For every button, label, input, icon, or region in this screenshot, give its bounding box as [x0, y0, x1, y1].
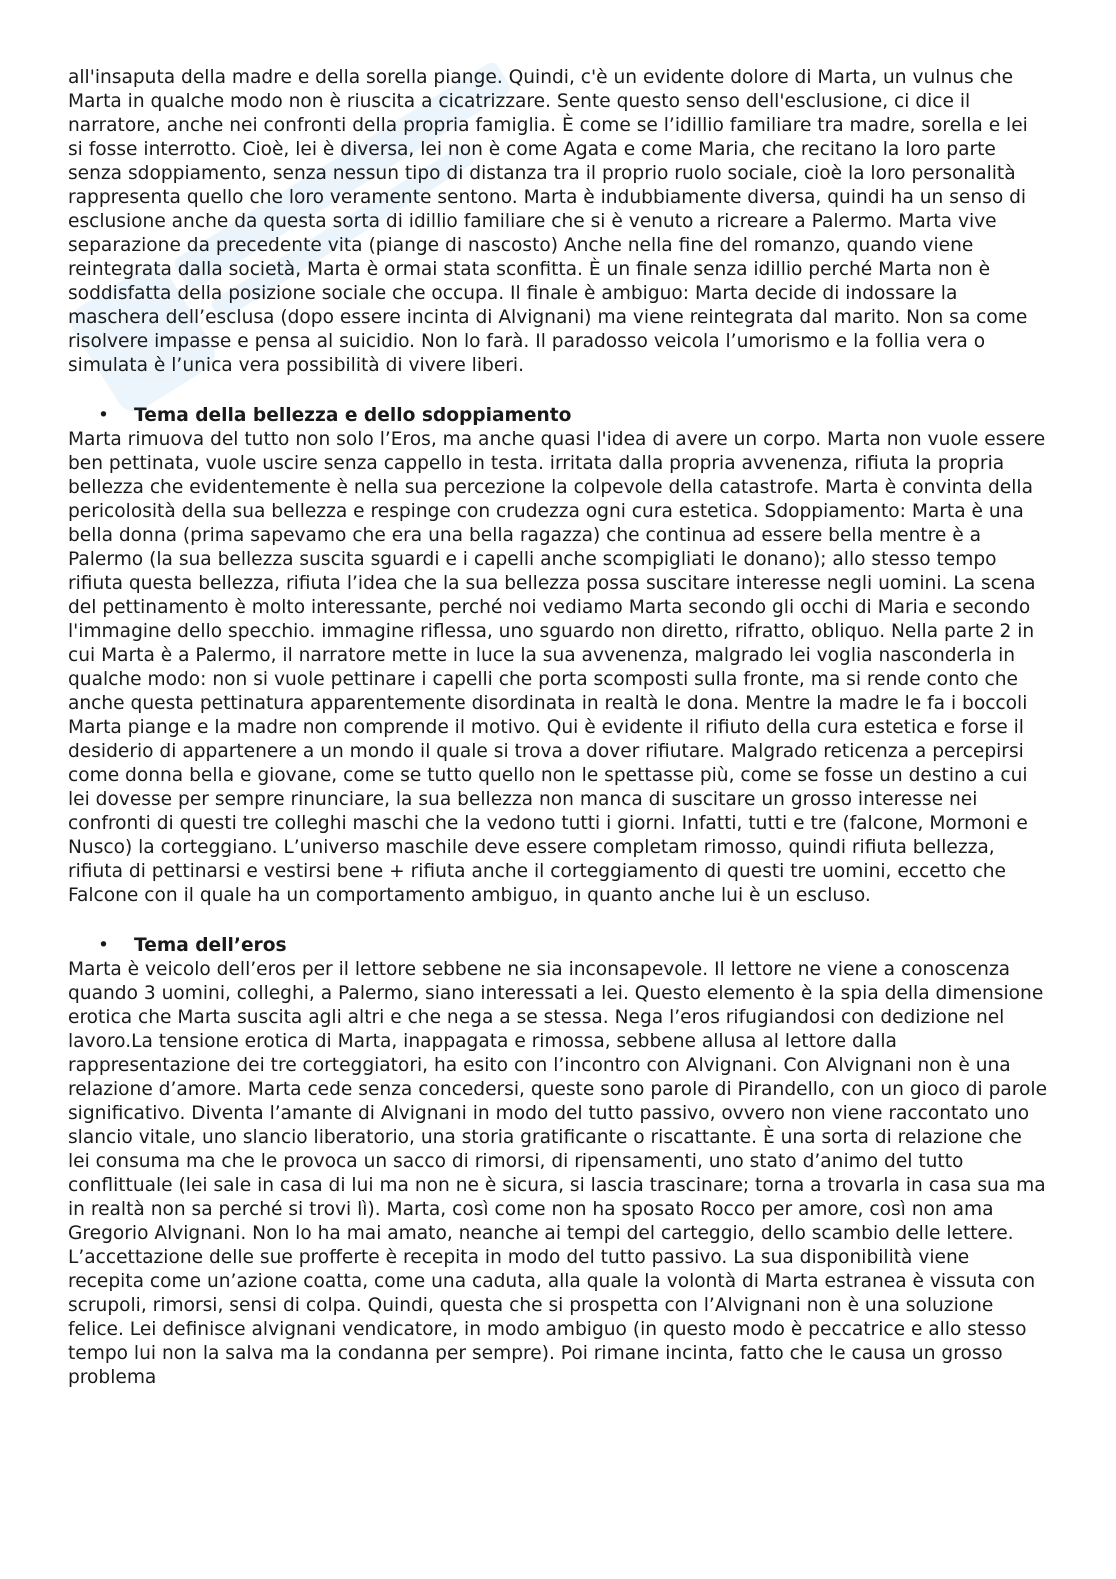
document-page [68, 66, 1048, 1390]
heading-text: Tema dell’eros [134, 935, 287, 956]
heading-text: Tema della bellezza e dello sdoppiamento [134, 405, 572, 426]
bullet-icon: • [98, 405, 109, 426]
paragraph-eros: Marta è veicolo dell’eros per il lettore sebbene ne sia inconsapevole. Il lettore ne viene a conoscenza quando 3 uomini, colleghi, a Palermo, siano interessati a lei. Questo elemento è la spia della dimensione erotica che Marta suscita agli altri e che nega a se stessa. Nega l’eros rifugiandosi con dedizione nel lavoro.La tensione erotica di Marta, inappagata e rimossa, sebbene allusa al lettore dalla rappresentazione dei tre corteggiatori, ha esito con l’incontro con Alvignani. Con Alvignani non è una relazione d’amore. Marta cede senza concedersi, queste sono parole di Pirandello, con un gioco di parole significativo. Diventa l’amante di Alvignani in modo del tutto passivo, ovvero non viene raccontato uno slancio vitale, uno slancio liberatorio, una storia gratificante o riscattante. È una sorta di relazione che lei consuma ma che le provoca un sacco di rimorsi, di ripensamenti, uno stato d’animo del tutto conflittuale (lei sale in casa di lui ma non ne è sicura, si lascia trascinare; torna a trovarla in casa sua ma in realtà non sa perché si trovi lì). Marta, così come non ha sposato Rocco per amore, così non ama Gregorio Alvignani. Non lo ha mai amato, neanche ai tempi del carteggio, dello scambio delle lettere. L’accettazione delle sue profferte è recepita in modo del tutto passivo. La sua disponibilità viene recepita come un’azione coatta, come una caduta, alla quale la volontà di Marta estranea è vissuta con scrupoli, rimorsi, sensi di colpa. Quindi, questa che si prospetta con l’Alvignani non è una soluzione felice. Lei definisce alvignani vendicatore, in modo ambiguo (in questo modo è peccatrice e allo stesso tempo lui non la salva ma la condanna per sempre). Poi rimane incinta, fatto che le causa un grosso problema [68, 959, 1048, 1388]
section-heading-eros [68, 934, 1048, 958]
paragraph-intro: all'insaputa della madre e della sorella piange. Quindi, c'è un evidente dolore di Marta, un vulnus che Marta in qualche modo non è riuscita a cicatrizzare. Sente questo senso dell'esclusione, ci dice il narratore, anche nei confronti della propria famiglia. È come se l’idillio familiare tra madre, sorella e lei si fosse interrotto. Cioè, lei è diversa, lei non è come Agata e come Maria, che recitano la loro parte senza sdoppiamento, senza nessun tipo di distanza tra il proprio ruolo sociale, cioè la loro personalità rappresenta quello che loro veramente sentono. Marta è indubbiamente diversa, quindi ha un senso di esclusione anche da questa sorta di idillio familiare che si è venuto a ricreare a Palermo. Marta vive separazione da precedente vita (piange di nascosto) Anche nella fine del romanzo, quando viene reintegrata dalla società, Marta è ormai stata sconfitta. È un finale senza idillio perché Marta non è soddisfatta della posizione sociale che occupa. Il finale è ambiguo: Marta decide di indossare la maschera dell’esclusa (dopo essere incinta di Alvignani) ma viene reintegrata dal marito. Non sa come risolvere impasse e pensa al suicidio. Non lo farà. Il paradosso veicola l’umorismo e la follia vera o simulata è l’unica vera possibilità di vivere liberi. [68, 67, 1028, 376]
section-heading-bellezza [68, 404, 1048, 428]
bullet-icon: • [98, 935, 109, 956]
paragraph-bellezza: Marta rimuova del tutto non solo l’Eros, ma anche quasi l'idea di avere un corpo. Marta non vuole essere ben pettinata, vuole uscire senza cappello in testa. irritata dalla propria avvenenza, rifiuta la propria bellezza che evidentemente è nella sua percezione la colpevole della catastrofe. Marta è convinta della pericolosità della sua bellezza e respinge con crudezza ogni cura estetica. Sdoppiamento: Marta è una bella donna (prima sapevamo che era una bella ragazza) che continua ad essere bella mentre è a Palermo (la sua bellezza suscita sguardi e i capelli anche scompigliati le donano); allo stesso tempo rifiuta questa bellezza, rifiuta l’idea che la sua bellezza possa suscitare interesse negli uomini. La scena del pettinamento è molto interessante, perché noi vediamo Marta secondo gli occhi di Maria e secondo l'immagine dello specchio. immagine riflessa, uno sguardo non diretto, rifratto, obliquo. Nella parte 2 in cui Marta è a Palermo, il narratore mette in luce la sua avvenenza, malgrado lei voglia nasconderla in qualche modo: non si vuole pettinare i capelli che porta scomposti sulla fronte, ma si rende conto che anche questa pettinatura apparentemente disordinata in realtà le dona. Mentre la madre le fa i boccoli Marta piange e la madre non comprende il motivo. Qui è evidente il rifiuto della cura estetica e forse il desiderio di appartenere a un mondo il quale si trova a dover rifiutare. Malgrado reticenza a percepirsi come donna bella e giovane, come se tutto quello non le spettasse più, come se fosse un destino a cui lei dovesse per sempre rinunciare, la sua bellezza non manca di suscitare un grosso interesse nei confronti di questi tre colleghi maschi che la vedono tutti i giorni. Infatti, tutti e tre (falcone, Mormoni e Nusco) la corteggiano. L’universo maschile deve essere completam rimosso, quindi rifiuta bellezza, rifiuta di pettinarsi e vestirsi bene + rifiuta anche il corteggiamento di questi tre uomini, eccetto che Falcone con il quale ha un comportamento ambiguo, in quanto anche lui è un escluso. [68, 429, 1046, 906]
